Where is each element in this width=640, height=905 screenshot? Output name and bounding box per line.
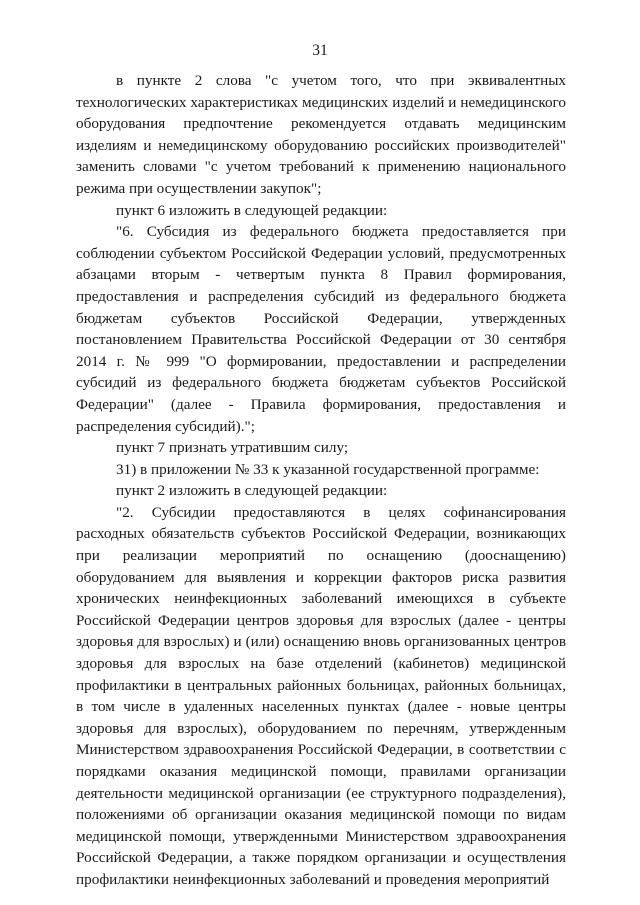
paragraph-point-2-intro: пункт 2 изложить в следующей редакции: (116, 482, 388, 500)
paragraph-item-31: 31) в приложении № 33 к указанной государственной программе: (116, 460, 540, 478)
paragraph-point-6-intro: пункт 6 изложить в следующей редакции: (116, 201, 388, 219)
paragraph-amend-point-2: в пункте 2 слова "с учетом того, что при эквивалентных технологических характеристиках медицинских изделий и немедицинского оборудования предпочтение рекомендуется отдавать медицинским изделиям и немедицинскому оборудованию российских производителей" заменить словами "с учетом требований к применению национального режима при осуществлении закупок"; (76, 72, 566, 197)
page-number: 31 (312, 42, 328, 59)
paragraph-point-7-repeal: пункт 7 признать утратившим силу; (116, 439, 349, 457)
paragraph-point-2-text: "2. Субсидии предоставляются в целях софинансирования расходных обязательств субъектов Российской Федерации, возникающих при реализации мероприятий по оснащению (дооснащению) оборудованием для выявления и коррекции факторов риска развития хронических неинфекционных заболеваний имеющихся в субъекте Российской Федерации центров здоровья для взрослых (далее - центры здоровья для взрослых) и (или) оснащению вновь организованных центров здоровья для взрослых на базе отделений (кабинетов) медицинской профилактики в центральных районных больницах, районных больницах, в том числе в удаленных населенных пунктах (далее - новые центры здоровья для взрослых), оборудованием по перечням, утвержденным Министерством здравоохранения Российской Федерации, в соответствии с порядками оказания медицинской помощи, правилами организации деятельности медицинской организации (ее структурного подразделения), положениями об организации оказания медицинской помощи по видам медицинской помощи, утвержденными Министерством здравоохранения Российской Федерации, а также порядком организации и осуществления профилактики неинфекционных заболеваний и проведения мероприятий (76, 503, 566, 888)
document-body (76, 70, 566, 891)
paragraph-point-6-text: "6. Субсидия из федерального бюджета предоставляется при соблюдении субъектом Российской Федерации условий, предусмотренных абзацами вторым - четвертым пункта 8 Правил формирования, предоставления и распределения субсидий из федерального бюджета бюджетам субъектов Российской Федерации, утвержденных постановлением Правительства Российской Федерации от 30 сентября 2014 г. № 999 "О формировании, предоставлении и распределении субсидий из федерального бюджета бюджетам субъектов Российской Федерации" (далее - Правила формирования, предоставления и распределения субсидий)."; (76, 223, 566, 435)
